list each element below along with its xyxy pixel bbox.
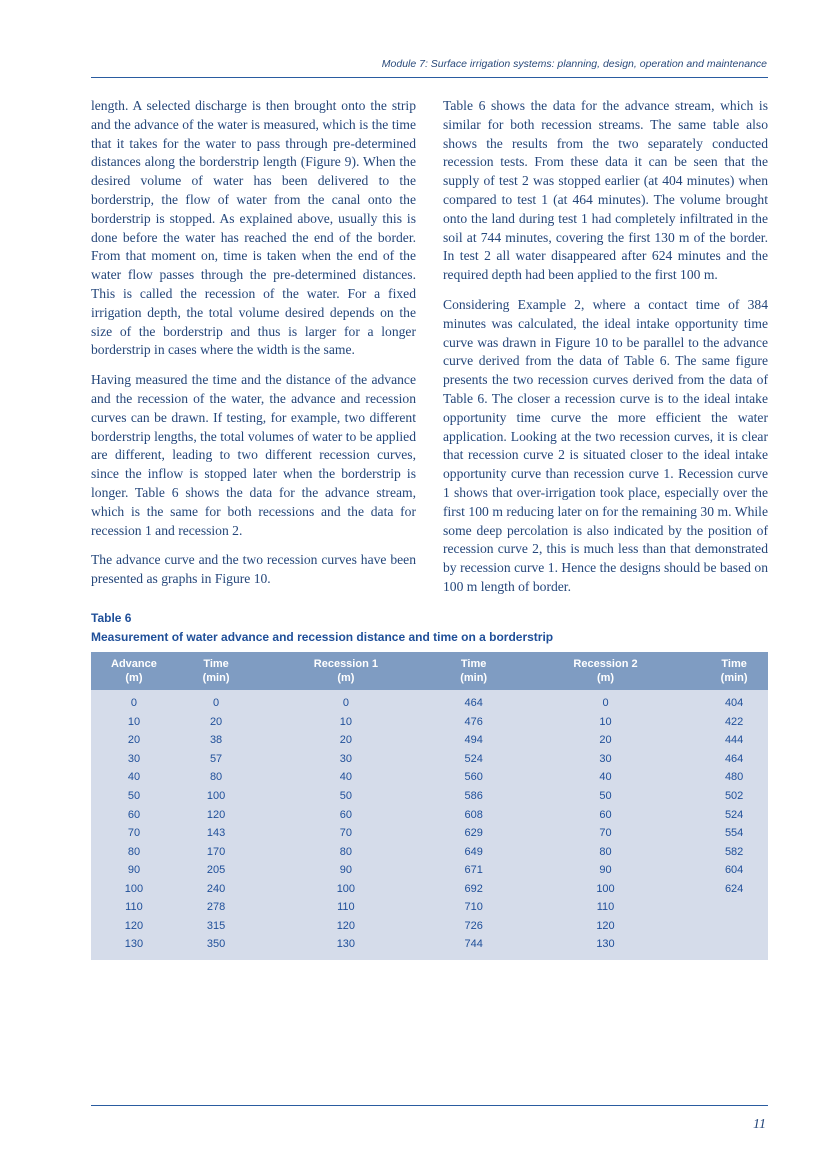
table-cell: 80 bbox=[255, 842, 436, 861]
table-cell: 502 bbox=[700, 787, 768, 806]
table-cell: 560 bbox=[437, 768, 511, 787]
header-divider bbox=[91, 77, 768, 78]
table-cell: 80 bbox=[177, 768, 255, 787]
table-cell: 50 bbox=[91, 787, 177, 806]
right-text-column bbox=[443, 97, 768, 608]
paragraph: Considering Example 2, where a contact time of 384 minutes was calculated, the ideal intake opportunity time curve was drawn in Figure 10 to be parallel to the advance curve derived from the data of Table 6. The same figure presents the two recession curves derived from the data of Table 6. The closer a recession curve is to the ideal intake opportunity time curve the more efficient the water application. Looking at the two recession curves, it is clear that recession curve 2 is situated closer to the ideal intake opportunity curve than recession curve 1. Recession curve 1 shows that over-irrigation took place, especially over the first 100 m reducing later on for the remaining 30 m. While some deep percolation is also indicated by the position of recession curve 2, this is much less than that demonstrated by recession curve 1. Hence the designs should be based on 100 m length of border. bbox=[443, 296, 768, 594]
measurement-table bbox=[91, 652, 768, 960]
table-cell: 110 bbox=[91, 898, 177, 917]
table-cell: 20 bbox=[91, 731, 177, 750]
column-header-unit: (min) bbox=[460, 672, 488, 684]
table-row bbox=[91, 898, 768, 917]
column-header bbox=[437, 652, 511, 690]
table-cell: 50 bbox=[255, 787, 436, 806]
table-row bbox=[91, 805, 768, 824]
column-header bbox=[255, 652, 436, 690]
table-cell: 120 bbox=[255, 917, 436, 936]
table-cell: 692 bbox=[437, 879, 511, 898]
table-cell: 422 bbox=[700, 713, 768, 732]
table-cell: 404 bbox=[700, 690, 768, 713]
table-cell: 40 bbox=[91, 768, 177, 787]
table-cell: 624 bbox=[700, 879, 768, 898]
table-cell: 70 bbox=[511, 824, 700, 843]
table-cell: 0 bbox=[255, 690, 436, 713]
column-header-title: Time bbox=[460, 658, 487, 670]
table-cell: 90 bbox=[91, 861, 177, 880]
table-cell: 40 bbox=[511, 768, 700, 787]
table-cell: 30 bbox=[91, 750, 177, 769]
table-cell: 100 bbox=[511, 879, 700, 898]
left-text-column bbox=[91, 97, 416, 600]
column-header-unit: (m) bbox=[125, 672, 143, 684]
page-number: 11 bbox=[753, 1117, 766, 1132]
table-cell: 60 bbox=[255, 805, 436, 824]
table-cell: 586 bbox=[437, 787, 511, 806]
table-body bbox=[91, 690, 768, 960]
column-header-title: Advance bbox=[111, 658, 157, 670]
column-header-title: Time bbox=[203, 658, 229, 670]
column-header-title: Recession 2 bbox=[573, 658, 638, 670]
column-header bbox=[177, 652, 255, 690]
table-cell: 608 bbox=[437, 805, 511, 824]
column-header-title: Recession 1 bbox=[313, 658, 378, 670]
table-label: Table 6 bbox=[91, 611, 132, 625]
table-cell: 444 bbox=[700, 731, 768, 750]
table-cell: 464 bbox=[437, 690, 511, 713]
table-cell: 20 bbox=[255, 731, 436, 750]
table-cell: 524 bbox=[700, 805, 768, 824]
table-row bbox=[91, 750, 768, 769]
table-row bbox=[91, 824, 768, 843]
paragraph: Having measured the time and the distance of the advance and the recession of the water, the advance and recession curves can be drawn. If testing, for example, two different borderstrip lengths, the total volumes of water to be applied are different, leading to two different recession curves, since the inflow is stopped later when the borderstrip is longer. Table 6 shows the data for the advance stream, which is the same for both recessions and the data for recession 1 and recession 2. bbox=[91, 372, 416, 538]
table-cell: 100 bbox=[91, 879, 177, 898]
table-row bbox=[91, 917, 768, 936]
table-cell: 110 bbox=[511, 898, 700, 917]
table-cell: 464 bbox=[700, 750, 768, 769]
table-cell: 0 bbox=[511, 690, 700, 713]
table-cell: 10 bbox=[511, 713, 700, 732]
paragraph: The advance curve and the two recession curves have been presented as graphs in Figure 10. bbox=[91, 552, 416, 587]
table-cell: 90 bbox=[255, 861, 436, 880]
table-cell bbox=[700, 898, 768, 917]
column-header bbox=[511, 652, 700, 690]
table-cell: 120 bbox=[91, 917, 177, 936]
paragraph: length. A selected discharge is then brought onto the strip and the advance of the water is measured, which is the time that it takes for the water to pass through pre-determined distances along the borderstrip length (Figure 9). When the desired volume of water has been delivered to the borderstrip, the flow of water from the canal onto the borderstrip is stopped. As explained above, usually this is done before the water has reached the end of the border. From that moment on, time is taken when the end of the water flow passes through the pre-determined distances. This is called the recession of the water. For a fixed irrigation depth, the total volume desired depends on the size of the borderstrip and thus is larger for a longer borderstrip in cases where the width is the same. bbox=[91, 98, 416, 358]
table-row bbox=[91, 787, 768, 806]
table-cell: 70 bbox=[91, 824, 177, 843]
table-cell: 130 bbox=[91, 935, 177, 960]
column-header-unit: (min) bbox=[720, 672, 748, 684]
table-cell bbox=[700, 935, 768, 960]
table-row bbox=[91, 731, 768, 750]
table-row bbox=[91, 935, 768, 960]
table-cell: 20 bbox=[511, 731, 700, 750]
table-row bbox=[91, 713, 768, 732]
table-cell: 315 bbox=[177, 917, 255, 936]
table-cell: 143 bbox=[177, 824, 255, 843]
column-header-unit: (m) bbox=[337, 672, 355, 684]
table-cell: 130 bbox=[255, 935, 436, 960]
table-cell: 57 bbox=[177, 750, 255, 769]
table-cell: 494 bbox=[437, 731, 511, 750]
table-cell: 20 bbox=[177, 713, 255, 732]
column-header-unit: (min) bbox=[202, 672, 230, 684]
table-cell: 60 bbox=[91, 805, 177, 824]
table-cell: 649 bbox=[437, 842, 511, 861]
column-header bbox=[700, 652, 768, 690]
table-cell: 130 bbox=[511, 935, 700, 960]
table-cell: 278 bbox=[177, 898, 255, 917]
table-row bbox=[91, 690, 768, 713]
table-cell: 554 bbox=[700, 824, 768, 843]
table-cell: 70 bbox=[255, 824, 436, 843]
table-cell: 0 bbox=[91, 690, 177, 713]
table-caption: Measurement of water advance and recession distance and time on a borderstrip bbox=[91, 630, 554, 644]
table-row bbox=[91, 861, 768, 880]
table-cell: 120 bbox=[511, 917, 700, 936]
table-cell: 350 bbox=[177, 935, 255, 960]
column-header-title: Time bbox=[721, 658, 747, 670]
table-cell: 0 bbox=[177, 690, 255, 713]
table-cell: 100 bbox=[255, 879, 436, 898]
table-cell: 604 bbox=[700, 861, 768, 880]
table-row bbox=[91, 879, 768, 898]
table-cell: 480 bbox=[700, 768, 768, 787]
table-cell bbox=[700, 917, 768, 936]
table-cell: 582 bbox=[700, 842, 768, 861]
table-cell: 110 bbox=[255, 898, 436, 917]
table-cell: 10 bbox=[255, 713, 436, 732]
table-cell: 30 bbox=[255, 750, 436, 769]
table-row bbox=[91, 768, 768, 787]
table-cell: 10 bbox=[91, 713, 177, 732]
table-cell: 240 bbox=[177, 879, 255, 898]
table-cell: 205 bbox=[177, 861, 255, 880]
table-cell: 476 bbox=[437, 713, 511, 732]
table-cell: 744 bbox=[437, 935, 511, 960]
table-cell: 50 bbox=[511, 787, 700, 806]
table-cell: 38 bbox=[177, 731, 255, 750]
table-cell: 90 bbox=[511, 861, 700, 880]
column-header bbox=[91, 652, 177, 690]
table-header-row bbox=[91, 652, 768, 690]
table-cell: 170 bbox=[177, 842, 255, 861]
table-cell: 40 bbox=[255, 768, 436, 787]
table-row bbox=[91, 842, 768, 861]
table-cell: 671 bbox=[437, 861, 511, 880]
footer-divider bbox=[91, 1105, 768, 1106]
table-cell: 30 bbox=[511, 750, 700, 769]
table-cell: 524 bbox=[437, 750, 511, 769]
table-cell: 60 bbox=[511, 805, 700, 824]
paragraph: Table 6 shows the data for the advance stream, which is similar for both recession streams. The same table also shows the results from the two separately conducted recession tests. From these data it can be seen that the supply of test 2 was stopped earlier (at 404 minutes) when compared to test 1 (at 464 minutes). The volume brought onto the land during test 1 had completely infiltrated in the soil at 744 minutes, covering the first 130 m of the border. In test 2 all water disappeared after 624 minutes and the required depth had been applied to the first 100 m. bbox=[443, 98, 768, 283]
table-cell: 80 bbox=[91, 842, 177, 861]
table-cell: 100 bbox=[177, 787, 255, 806]
table-cell: 726 bbox=[437, 917, 511, 936]
table-cell: 80 bbox=[511, 842, 700, 861]
running-header: Module 7: Surface irrigation systems: planning, design, operation and maintenance bbox=[381, 58, 767, 70]
table-cell: 120 bbox=[177, 805, 255, 824]
column-header-unit: (m) bbox=[596, 672, 615, 684]
table-cell: 629 bbox=[437, 824, 511, 843]
table-cell: 710 bbox=[437, 898, 511, 917]
